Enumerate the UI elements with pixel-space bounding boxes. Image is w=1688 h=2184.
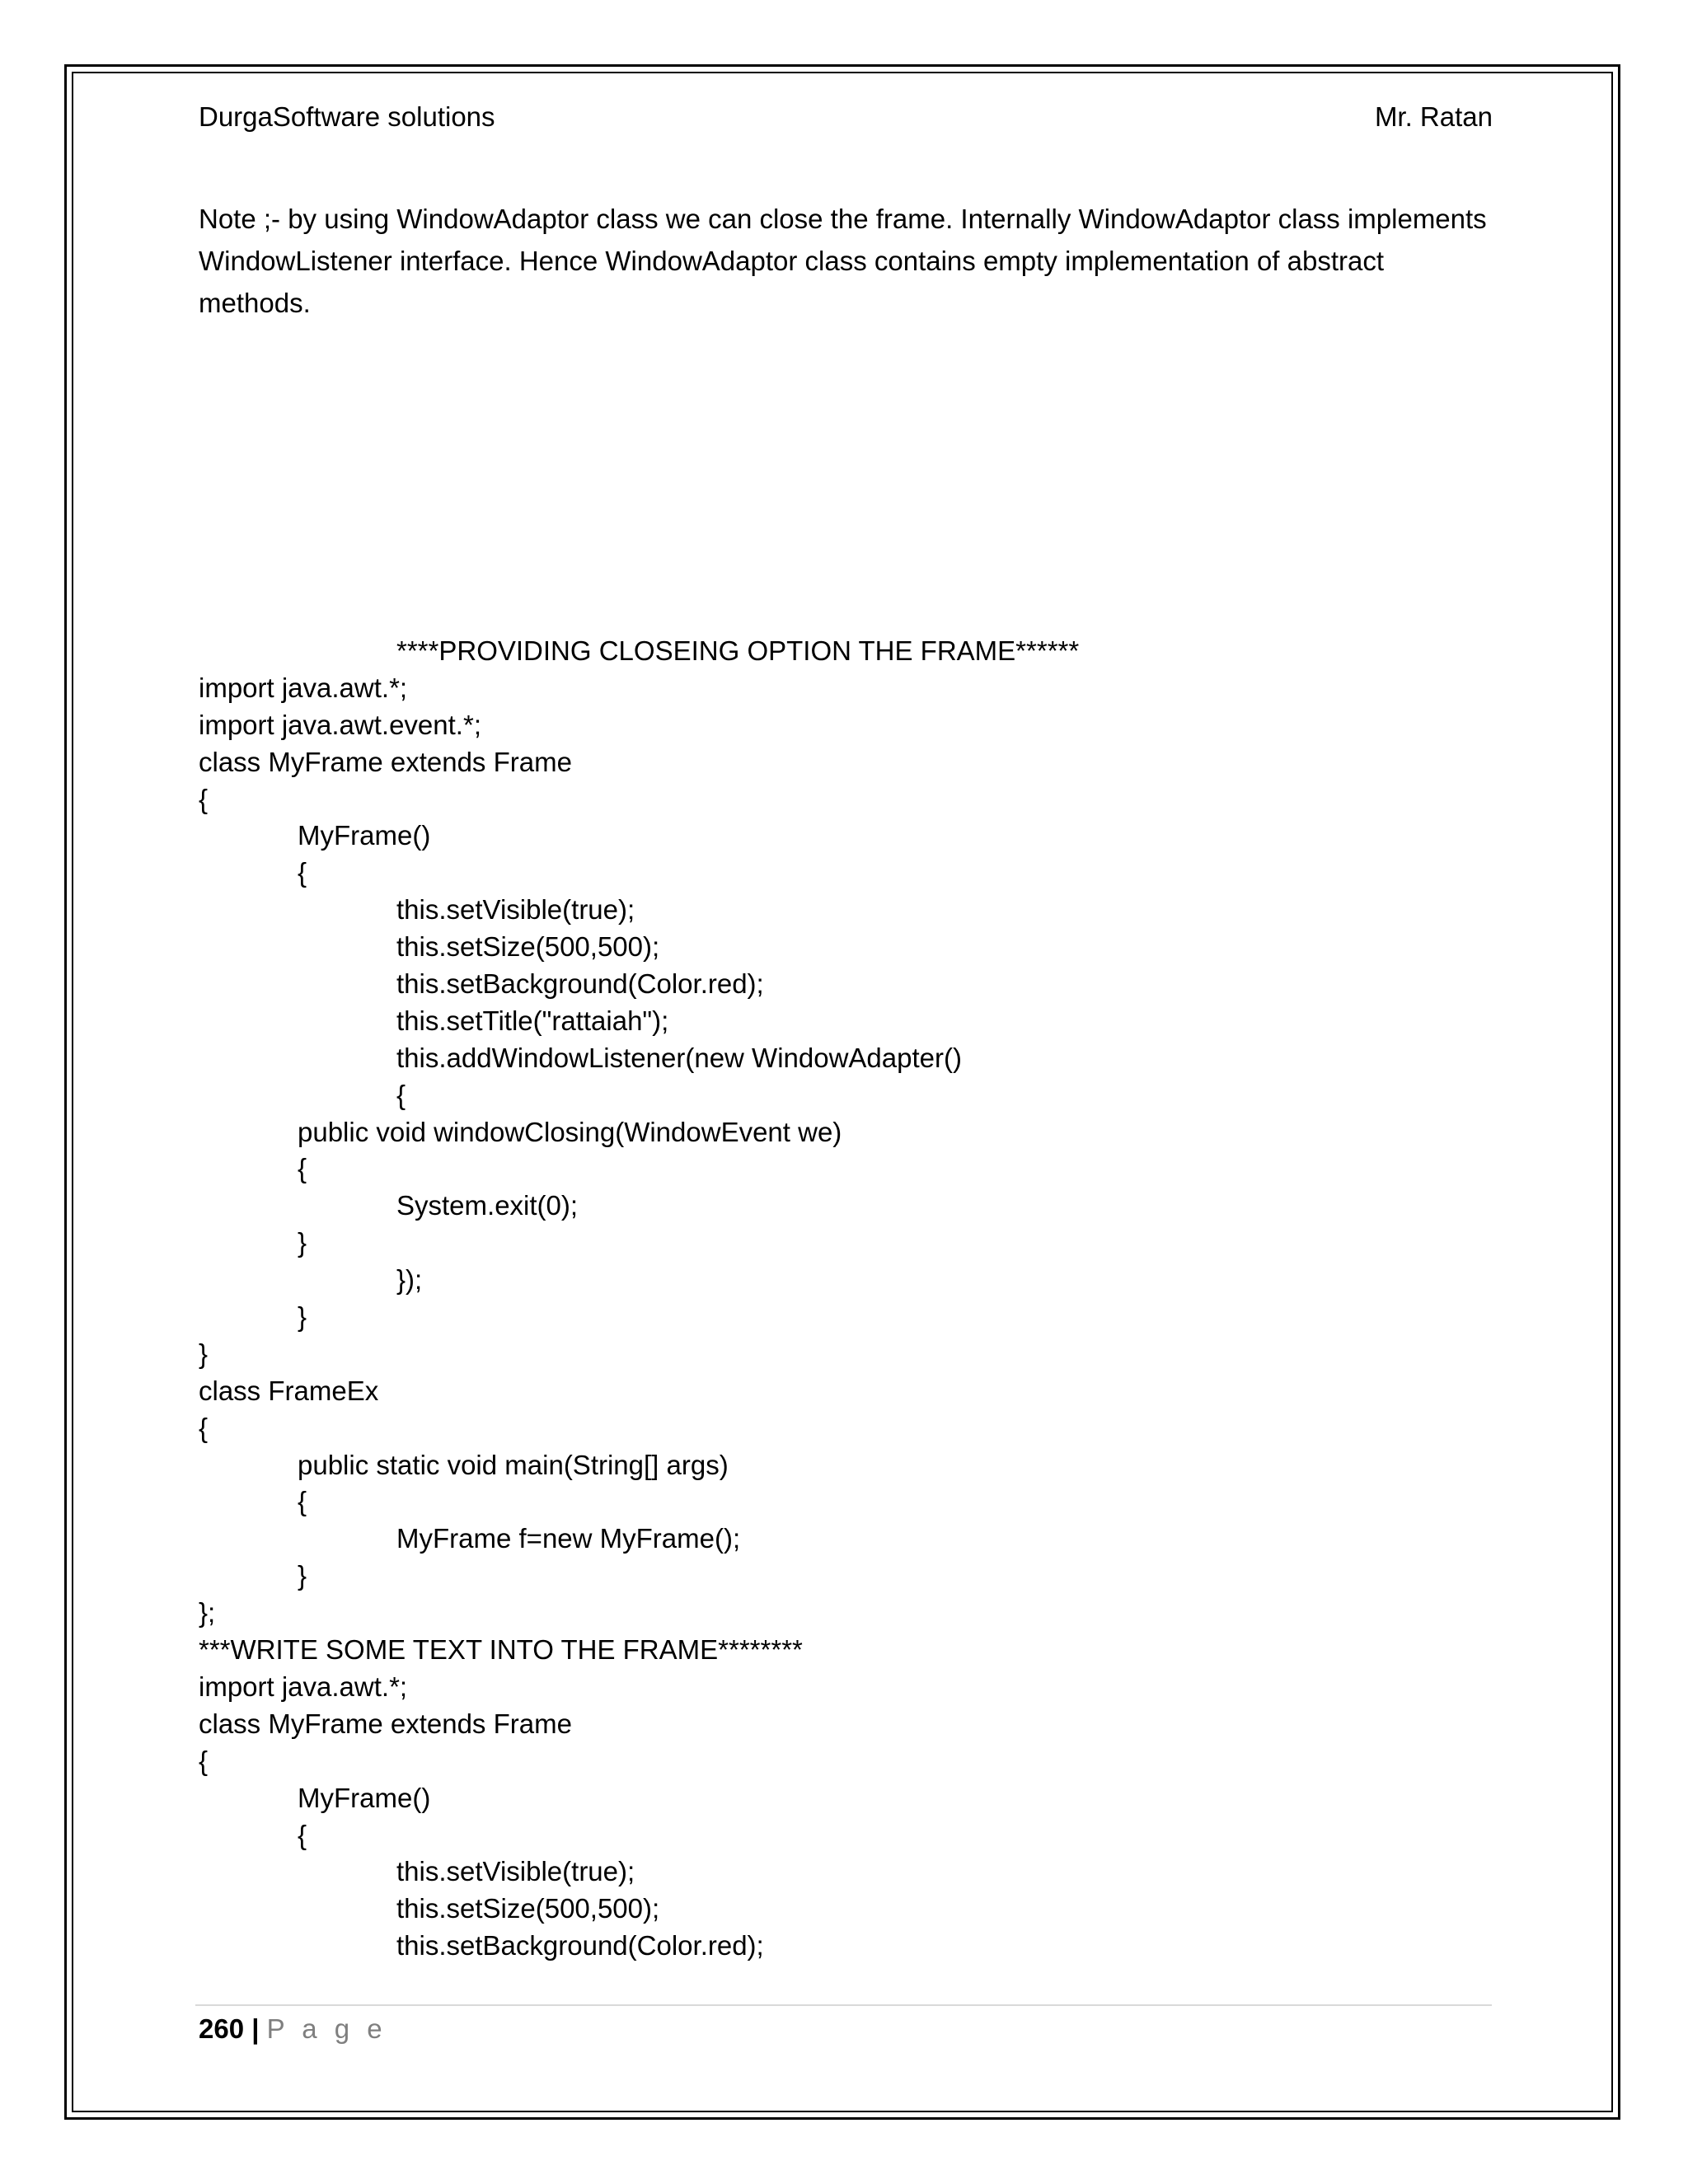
code-line: { xyxy=(396,1079,406,1110)
code-line: } xyxy=(298,1301,307,1333)
code-line: this.setBackground(Color.red); xyxy=(396,968,764,1000)
code-line: { xyxy=(199,1412,209,1443)
page-label: P a g e xyxy=(266,2013,387,2044)
code-line: { xyxy=(199,783,209,814)
code-line: this.setTitle("rattaiah"); xyxy=(396,1005,669,1036)
header-company: DurgaSoftware solutions xyxy=(199,101,495,132)
code-line: { xyxy=(298,1486,307,1517)
code-line: { xyxy=(298,857,307,888)
code-line: MyFrame() xyxy=(298,820,431,851)
code-line: ****PROVIDING CLOSEING OPTION THE FRAME****** xyxy=(396,635,1080,666)
code-line: MyFrame() xyxy=(298,1782,431,1813)
code-line: this.setVisible(true); xyxy=(396,1856,635,1887)
footer-separator: | xyxy=(251,2013,260,2044)
page-number: 260 xyxy=(199,2013,245,2044)
code-line: class FrameEx xyxy=(199,1375,379,1406)
code-listing xyxy=(199,633,1079,1965)
code-line: { xyxy=(298,1819,307,1850)
code-line: }; xyxy=(199,1597,216,1629)
code-line: import java.awt.event.*; xyxy=(199,709,481,740)
code-line: public static void main(String[] args) xyxy=(298,1449,729,1480)
code-line: this.setSize(500,500); xyxy=(396,931,660,963)
code-line: System.exit(0); xyxy=(396,1190,579,1221)
code-line: { xyxy=(199,1745,209,1776)
code-line: this.setBackground(Color.red); xyxy=(396,1930,764,1961)
code-line: } xyxy=(298,1560,307,1591)
code-line: } xyxy=(298,1227,307,1258)
code-line: this.setVisible(true); xyxy=(396,894,635,926)
header-author: Mr. Ratan xyxy=(1374,101,1493,132)
code-line: } xyxy=(199,1338,209,1369)
code-line: class MyFrame extends Frame xyxy=(199,1708,572,1739)
code-line: }); xyxy=(396,1264,423,1296)
code-line: ***WRITE SOME TEXT INTO THE FRAME******** xyxy=(199,1634,803,1666)
code-line: public void windowClosing(WindowEvent we) xyxy=(298,1116,842,1147)
page-footer xyxy=(199,2011,387,2047)
code-line: MyFrame f=new MyFrame(); xyxy=(396,1523,741,1554)
footer-divider xyxy=(195,2004,1492,2006)
code-line: this.setSize(500,500); xyxy=(396,1893,660,1924)
code-line: import java.awt.*; xyxy=(199,672,408,703)
code-line: import java.awt.*; xyxy=(199,1671,408,1702)
code-line: this.addWindowListener(new WindowAdapter() xyxy=(396,1042,962,1073)
code-line: class MyFrame extends Frame xyxy=(199,746,572,777)
code-line: { xyxy=(298,1153,307,1184)
note-paragraph: Note ;- by using WindowAdaptor class we can close the frame. Internally WindowAdaptor class implements WindowListener interface. Hence WindowAdaptor class contains empty implementation of abstract methods. xyxy=(199,204,1487,318)
